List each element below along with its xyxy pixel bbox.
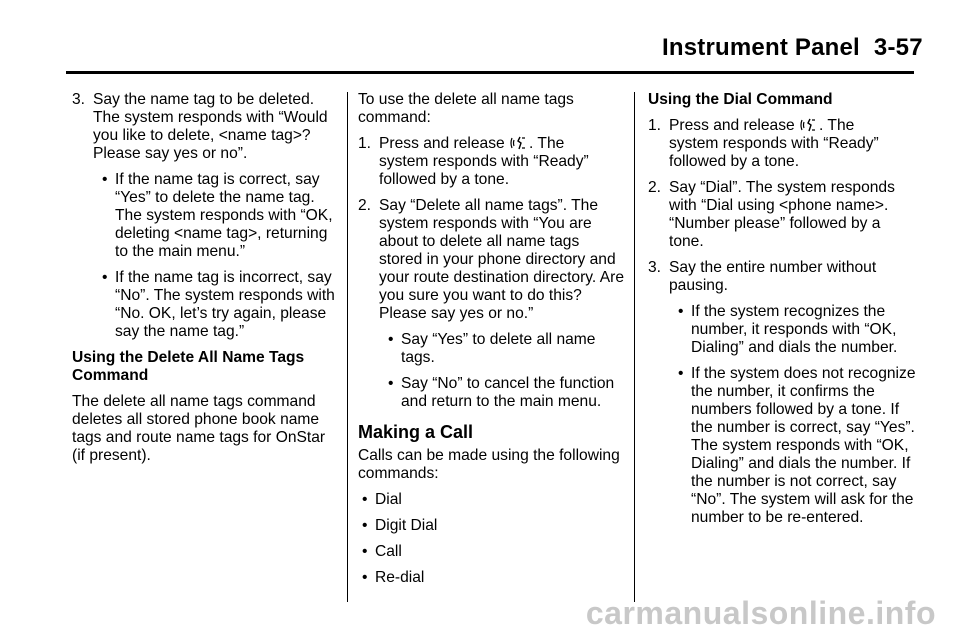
bullet-text: If the name tag is correct, say “Yes” to delete the name tag. The system responds with “OK, deleting <name tag>, returning to the main menu.”: [115, 171, 333, 260]
watermark-text: carmanualsonline.info: [585, 595, 936, 631]
bullet-item: [648, 365, 918, 527]
step-number: 1.: [358, 135, 372, 152]
paragraph: To use the delete all name tags command:: [358, 91, 574, 126]
bullet-icon: •: [102, 171, 108, 188]
step-text: system responds with “Ready” followed by a tone.: [669, 135, 879, 170]
step-1: [648, 117, 918, 171]
bullet-item: [648, 303, 918, 357]
step-text: . The: [819, 117, 855, 134]
bullet-text: Say “Yes” to delete all name tags.: [401, 331, 596, 366]
step-text: Say “Dial”. The system responds with “Dial using <phone name>. “Number please” followed by a tone.: [669, 179, 895, 250]
step-number: 2.: [648, 179, 662, 196]
bullet-item: [72, 269, 340, 341]
bullet-item: [358, 331, 626, 367]
paragraph: Calls can be made using the following commands:: [358, 447, 620, 482]
bullet-icon: •: [362, 543, 368, 560]
column-1: [72, 91, 340, 473]
push-to-talk-icon: [509, 136, 529, 150]
column-2: [358, 91, 626, 595]
bullet-item: [358, 375, 626, 411]
subheading: Using the Dial Command: [648, 91, 833, 108]
step-text: system responds with “Ready” followed by a tone.: [379, 153, 589, 188]
bullet-item: [72, 171, 340, 261]
bullet-icon: •: [678, 365, 684, 382]
step-text: Say the name tag to be deleted. The system responds with “Would you like to delete, <name tag>? Please say yes or no”.: [93, 91, 328, 162]
bullet-text: Say “No” to cancel the function and return to the main menu.: [401, 375, 615, 410]
step-text: Press and release: [669, 117, 795, 134]
bullet-icon: •: [388, 331, 394, 348]
step-text: Press and release: [379, 135, 505, 152]
step-3: [648, 259, 918, 295]
step-text: . The: [529, 135, 565, 152]
step-number: 3.: [72, 91, 86, 108]
bullet-text: If the name tag is incorrect, say “No”. The system responds with “No. OK, let’s try again, please say the name tag.”: [115, 269, 335, 340]
step-1: [358, 135, 626, 189]
step-text: Say “Delete all name tags”. The system responds with “You are about to delete all name tags stored in your phone directory and your route destination directory. Are you sure you want to do this? Please say yes or no.”: [379, 197, 625, 322]
paragraph: The delete all name tags command deletes all stored phone book name tags and route name tags for OnStar (if present).: [72, 393, 326, 464]
command-text: Digit Dial: [375, 517, 438, 534]
push-to-talk-icon: [799, 118, 819, 132]
command-text: Call: [375, 543, 402, 560]
header-rule: [66, 71, 914, 74]
section-heading: Making a Call: [358, 422, 474, 442]
column-divider-1: [347, 92, 348, 602]
bullet-text: If the system does not recognize the number, it confirms the numbers followed by a tone. If the number is correct, say “Yes”. The system responds with “OK, Dialing” and dials the number. If the number is not correct, say “No”. The system will ask for the number to be re-entered.: [691, 365, 916, 526]
bullet-icon: •: [102, 269, 108, 286]
list-item: [358, 491, 626, 509]
subheading: Using the Delete All Name Tags Command: [72, 349, 305, 384]
step-number: 1.: [648, 117, 662, 134]
bullet-text: If the system recognizes the number, it responds with “OK, Dialing” and dials the number.: [691, 303, 898, 356]
step-text: Say the entire number without pausing.: [669, 259, 877, 294]
list-item: [358, 517, 626, 535]
page-number: 3-57: [873, 34, 923, 61]
page-title: Instrument Panel: [662, 34, 860, 61]
step-3: [72, 91, 340, 163]
list-item: [358, 543, 626, 561]
step-2: [358, 197, 626, 323]
step-number: 3.: [648, 259, 662, 276]
list-item: [358, 569, 626, 587]
command-text: Dial: [375, 491, 402, 508]
page-header: [662, 34, 923, 62]
step-number: 2.: [358, 197, 372, 214]
bullet-icon: •: [678, 303, 684, 320]
bullet-icon: •: [362, 491, 368, 508]
step-2: [648, 179, 918, 251]
column-divider-2: [634, 92, 635, 602]
bullet-icon: •: [362, 517, 368, 534]
bullet-icon: •: [388, 375, 394, 392]
bullet-icon: •: [362, 569, 368, 586]
column-3: [648, 91, 918, 535]
command-text: Re-dial: [375, 569, 425, 586]
